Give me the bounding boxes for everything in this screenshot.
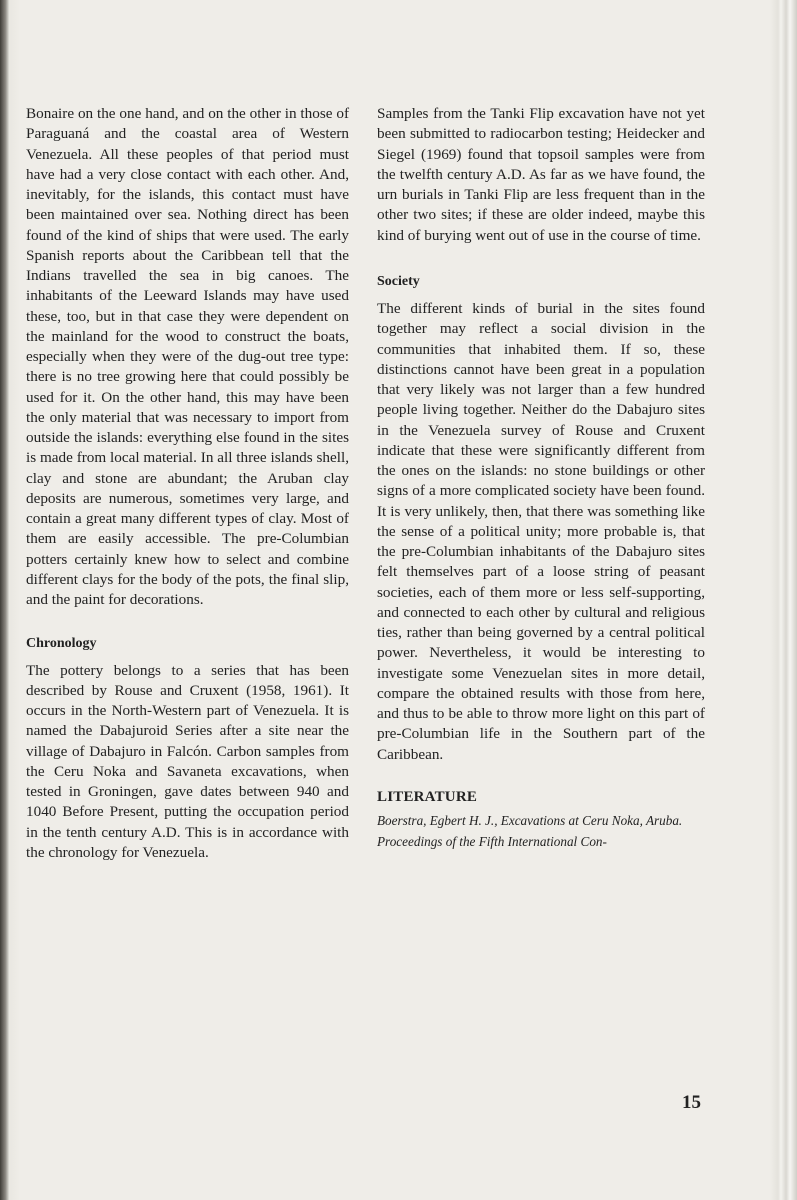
- reference-1: Boerstra, Egbert H. J., Excavations at Ceru Noka, Aruba.: [377, 813, 683, 828]
- right-column: [377, 104, 705, 852]
- left-paragraph-1: Bonaire on the one hand, and on the other in those of Paraguaná and the coastal area of Western Venezuela. All these peoples of that period must have had a very close contact with each other. And, inevitably, for the islands, this contact must have been maintained over sea. Nothing direct has been found of the kind of ships that were used. The early Spanish reports about the Caribbean tell that the Indians travelled the sea in big canoes. The inhabitants of the Leeward Islands may have used these, too, but in that case they were dependent on the mainland for the wood to construct the boats, especially when they were of the dug-out tree type: there is no tree growing here that could possibly be used for it. On the other hand, this may have been the only material that was necessary to import from outside the islands: everything else found in the sites is made from local material. In all three islands shell, clay and stone are abundant; the Aruban clay deposits are numerous, sometimes very large, and contain a great many different types of clay. Most of them are easily accessible. The pre-Columbian potters certainly knew how to select and combine different clays for the body of the pots, the final slip, and the paint for decorations.: [26, 105, 349, 608]
- binding-shadow: [0, 0, 9, 1200]
- chronology-text: The pottery belongs to a series that has been described by Rouse and Cruxent (1958, 1961). It occurs in the North-Western part of Venezuela. It is named the Dabajuroid Series after a site near the village of Dabajuro in Falcón. Carbon samples from the Ceru Noka and Savaneta excavations, when tested in Groningen, gave dates between 940 and 1040 Before Present, putting the occupation period in the tenth century A.D. This is in accordance with the chronology for Venezuela.: [26, 661, 349, 861]
- society-text: The different kinds of burial in the sites found together may reflect a social division in the communities that inhabited them. If so, these distinctions cannot have been great in a population that very likely was not larger than a few hundred people living together. Neither do the Dabajuro sites in the Venezuela survey of Rouse and Cruxent indicate that these were significantly different from the ones on the islands: no stone buildings or other signs of a more complicated society have been found. It is very unlikely, then, that there was something like the sense of a political unity; more probable is, that the pre-Columbian inhabitants of the Dabajuro sites felt themselves part of a loose string of peasant societies, each of them more or less self-supporting, and connected to each other by cultural and religious ties, rather than being governed by a central political power. Nevertheless, it would be interesting to investigate some Venezuelan sites in more detail, compare the obtained results with those from here, and thus to be able to throw more light on this part of pre-Columbian life in the Southern part of the Caribbean.: [377, 300, 705, 763]
- right-paragraph-1: Samples from the Tanki Flip excavation have not yet been submitted to radiocarbon testing; Heidecker and Siegel (1969) found that topsoil samples were from the twelfth century A.D. As far as we have found, the urn burials in Tanki Flip are less frequent than in the other two sites; if these are older indeed, maybe this kind of burying went out of use in the course of time.: [377, 105, 705, 244]
- page-number: 15: [682, 1092, 701, 1113]
- reference-2: Proceedings of the Fifth International Con-: [377, 833, 607, 849]
- left-column: [26, 104, 349, 863]
- chronology-heading: Chronology: [26, 636, 97, 652]
- literature-heading: LITERATURE: [377, 788, 478, 805]
- society-heading: Society: [377, 273, 420, 289]
